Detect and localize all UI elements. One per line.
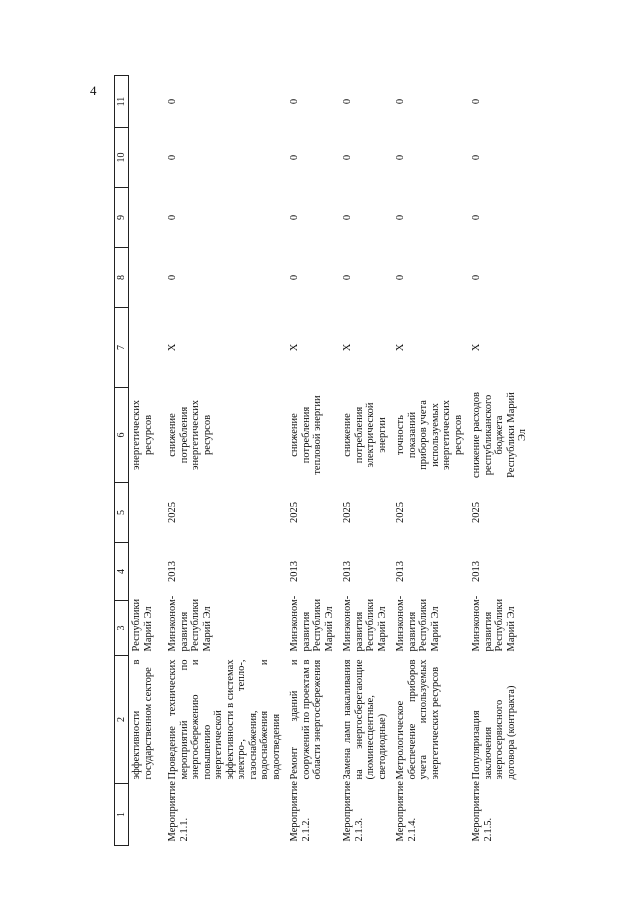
- expected-result-cell: снижение потребления тепловой энергии: [289, 395, 323, 475]
- end-year-cell: 2025: [167, 502, 178, 523]
- start-year-cell: 2013: [395, 561, 406, 582]
- measure-description-cell: Популяризация заключения энергосервисного договора (контракта): [471, 685, 517, 780]
- measures-table: [114, 75, 533, 846]
- measure-id-cell: Мероприятие 2.1.3.: [342, 780, 365, 842]
- value-cell: X: [167, 343, 178, 352]
- value-cell: 0: [289, 274, 300, 281]
- table-row: [164, 76, 286, 846]
- end-year-cell: [129, 483, 165, 543]
- end-year-cell: 2025: [395, 502, 406, 523]
- measure-description-cell: Ремонт зданий и сооружений по проектам в области энергосбережения: [289, 659, 323, 780]
- value-cell: X: [289, 343, 300, 352]
- value-cell: 0: [342, 154, 353, 161]
- expected-result-cell: снижение расходов республиканского бюджета Республики Марий Эл: [471, 392, 528, 478]
- start-year-cell: [129, 543, 165, 601]
- value-cell: [129, 188, 165, 248]
- value-cell: [129, 248, 165, 308]
- column-header: 4: [115, 543, 129, 601]
- value-cell: X: [471, 343, 482, 352]
- column-header: 11: [115, 76, 129, 128]
- value-cell: 0: [395, 98, 406, 105]
- executor-cell: Минэконом-развития Республики Марий Эл: [395, 595, 441, 652]
- value-cell: 0: [471, 98, 482, 105]
- value-cell: 0: [289, 214, 300, 221]
- column-header: 5: [115, 483, 129, 543]
- value-cell: X: [395, 343, 406, 352]
- end-year-cell: 2025: [342, 502, 353, 523]
- value-cell: 0: [471, 274, 482, 281]
- column-header: 1: [115, 784, 129, 846]
- column-header: 3: [115, 601, 129, 656]
- measure-id-cell: Мероприятие 2.1.5.: [471, 780, 494, 842]
- value-cell: 0: [395, 154, 406, 161]
- measure-id-cell: Мероприятие 2.1.2.: [289, 780, 312, 842]
- expected-result-cell: точность показаний приборов учета используемых энергетических ресурсов: [395, 400, 464, 470]
- value-cell: 0: [395, 274, 406, 281]
- column-header: 7: [115, 308, 129, 388]
- end-year-cell: 2025: [289, 502, 300, 523]
- value-cell: [129, 128, 165, 188]
- column-header: 6: [115, 388, 129, 483]
- start-year-cell: 2013: [289, 561, 300, 582]
- value-cell: [129, 76, 165, 128]
- measure-id-cell: [129, 784, 165, 846]
- value-cell: X: [342, 343, 353, 352]
- executor-cell: Минэконом-развития Республики Марий Эл: [471, 595, 517, 652]
- table-row: [339, 76, 392, 846]
- value-cell: 0: [471, 214, 482, 221]
- page-number: 4: [90, 83, 97, 98]
- header-row: [115, 76, 129, 846]
- table-row: [468, 76, 533, 846]
- value-cell: 0: [289, 98, 300, 105]
- measure-id-cell: Мероприятие 2.1.4.: [395, 780, 418, 842]
- measure-id-cell: Мероприятие 2.1.1.: [167, 780, 190, 842]
- value-cell: 0: [167, 98, 178, 105]
- start-year-cell: 2013: [471, 561, 482, 582]
- measure-description-cell: Проведение технических мероприятий по энергосбережению и повышению энергетической эффективности в системах электро-, тепло-, газоснабжения, водоснабжения и водоотведения: [167, 659, 282, 780]
- executor-cell: Минэконом-развития Республики Марий Эл: [167, 595, 213, 652]
- start-year-cell: 2013: [167, 561, 178, 582]
- table-row: [286, 76, 339, 846]
- value-cell: [129, 308, 165, 388]
- value-cell: 0: [395, 214, 406, 221]
- table-row: [392, 76, 468, 846]
- executor-cell: Минэконом-развития Республики Марий Эл: [289, 595, 335, 652]
- rotated-table-wrapper: [114, 76, 530, 846]
- column-header: 10: [115, 128, 129, 188]
- value-cell: 0: [342, 274, 353, 281]
- value-cell: 0: [471, 154, 482, 161]
- column-header: 2: [115, 656, 129, 784]
- measure-description-cell: эффективности в государственном секторе: [131, 659, 154, 780]
- column-header: 8: [115, 248, 129, 308]
- measure-description-cell: Метрологическое обеспечение приборов учета используемых энергетических ресурсов: [395, 659, 441, 780]
- expected-result-cell: энергетических ресурсов: [131, 400, 154, 470]
- executor-cell: Республики Марий Эл: [131, 598, 154, 652]
- column-header: 9: [115, 188, 129, 248]
- value-cell: 0: [167, 274, 178, 281]
- value-cell: 0: [167, 214, 178, 221]
- value-cell: 0: [289, 154, 300, 161]
- measure-description-cell: Замена ламп накаливания на энергосберегающие (люминесцентные, светодиодные): [342, 659, 388, 780]
- start-year-cell: 2013: [342, 561, 353, 582]
- expected-result-cell: снижение потребления электрической энергии: [342, 402, 388, 468]
- expected-result-cell: снижение потребления энергетических ресурсов: [167, 400, 213, 470]
- value-cell: 0: [167, 154, 178, 161]
- end-year-cell: 2025: [471, 502, 482, 523]
- table-row: [129, 76, 165, 846]
- executor-cell: Минэконом-развития Республики Марий Эл: [342, 595, 388, 652]
- value-cell: 0: [342, 214, 353, 221]
- value-cell: 0: [342, 98, 353, 105]
